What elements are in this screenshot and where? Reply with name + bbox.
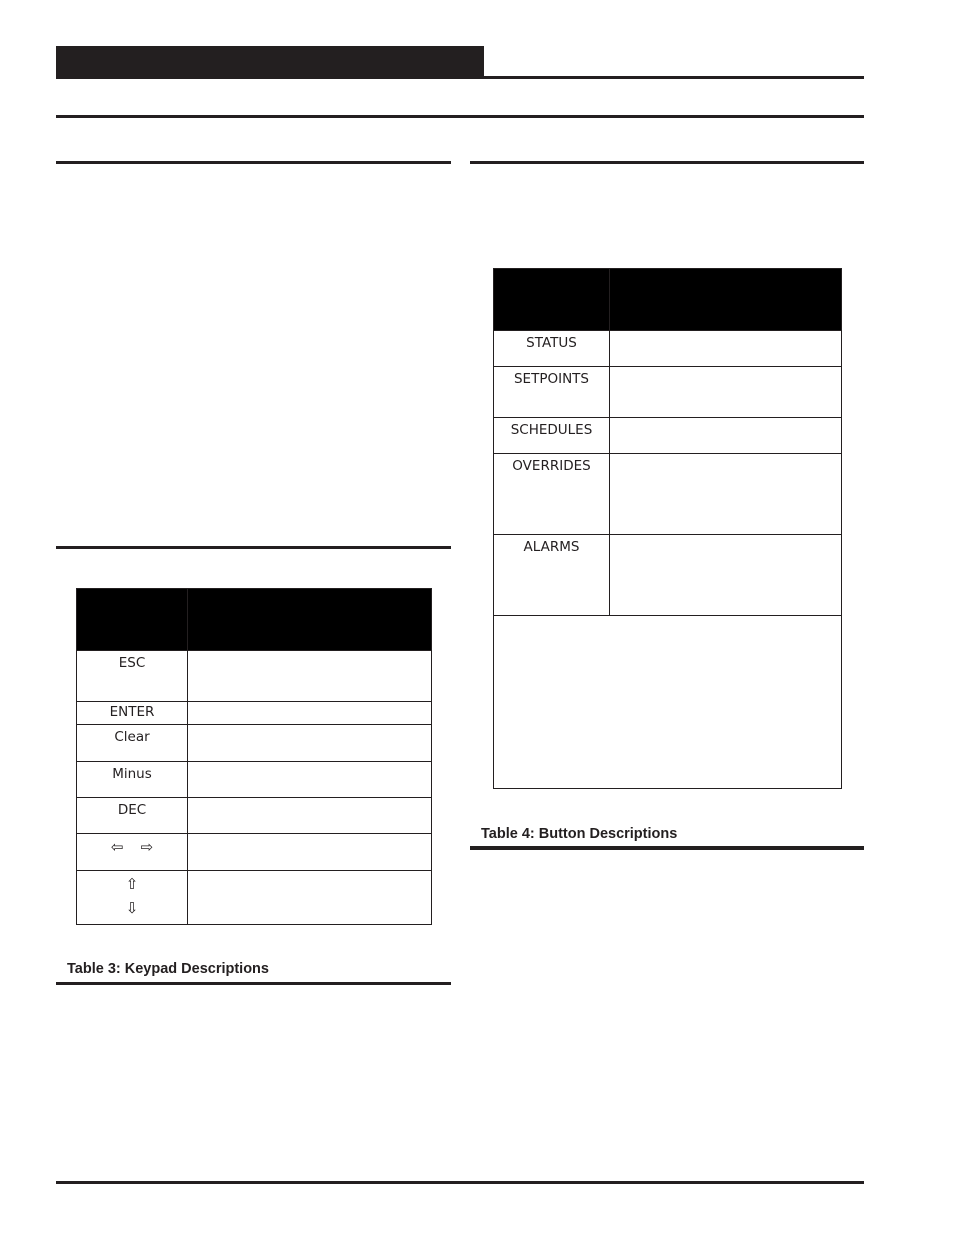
- keypad-desc: [188, 725, 432, 762]
- keypad-header-description: [188, 589, 432, 651]
- right-arrow-icon: ⇨: [140, 838, 154, 856]
- button-key-status: STATUS: [494, 331, 610, 367]
- keypad-desc: [188, 798, 432, 834]
- keypad-key-dec: DEC: [77, 798, 188, 834]
- footer-rule: [56, 1181, 864, 1184]
- button-key-setpoints: SETPOINTS: [494, 367, 610, 418]
- button-header-key: [494, 269, 610, 331]
- keypad-header-key: [77, 589, 188, 651]
- button-desc: [610, 454, 842, 535]
- button-table-note: [494, 616, 842, 789]
- keypad-table-caption: Table 3: Keypad Descriptions: [67, 961, 269, 977]
- keypad-desc: [188, 871, 432, 925]
- keypad-key-up-down: [77, 871, 188, 925]
- keypad-desc: [188, 651, 432, 702]
- keypad-key-esc: ESC: [77, 651, 188, 702]
- button-desc: [610, 535, 842, 616]
- keypad-key-minus: Minus: [77, 762, 188, 798]
- button-table: [493, 268, 842, 789]
- button-desc: [610, 367, 842, 418]
- down-arrow-icon: ⇩: [125, 899, 139, 917]
- button-header-description: [610, 269, 842, 331]
- button-key-schedules: SCHEDULES: [494, 418, 610, 454]
- button-key-alarms: ALARMS: [494, 535, 610, 616]
- keypad-desc: [188, 762, 432, 798]
- right-column-rule-1: [470, 161, 864, 164]
- keypad-desc: [188, 702, 432, 725]
- button-desc: [610, 331, 842, 367]
- button-table-caption: Table 4: Button Descriptions: [481, 826, 678, 842]
- button-key-overrides: OVERRIDES: [494, 454, 610, 535]
- header-rule: [56, 76, 864, 79]
- keypad-key-clear: Clear: [77, 725, 188, 762]
- left-column-rule-1: [56, 161, 451, 164]
- up-arrow-icon: ⇧: [125, 875, 139, 893]
- keypad-caption-rule: [56, 982, 451, 985]
- header-bar: [56, 46, 484, 79]
- keypad-key-enter: ENTER: [77, 702, 188, 725]
- keypad-key-left-right: [77, 834, 188, 871]
- keypad-desc: [188, 834, 432, 871]
- button-desc: [610, 418, 842, 454]
- section-rule-top: [56, 115, 864, 118]
- button-caption-rule: [470, 846, 864, 850]
- keypad-table: [76, 588, 432, 925]
- left-column-rule-2: [56, 546, 451, 549]
- left-arrow-icon: ⇦: [110, 838, 124, 856]
